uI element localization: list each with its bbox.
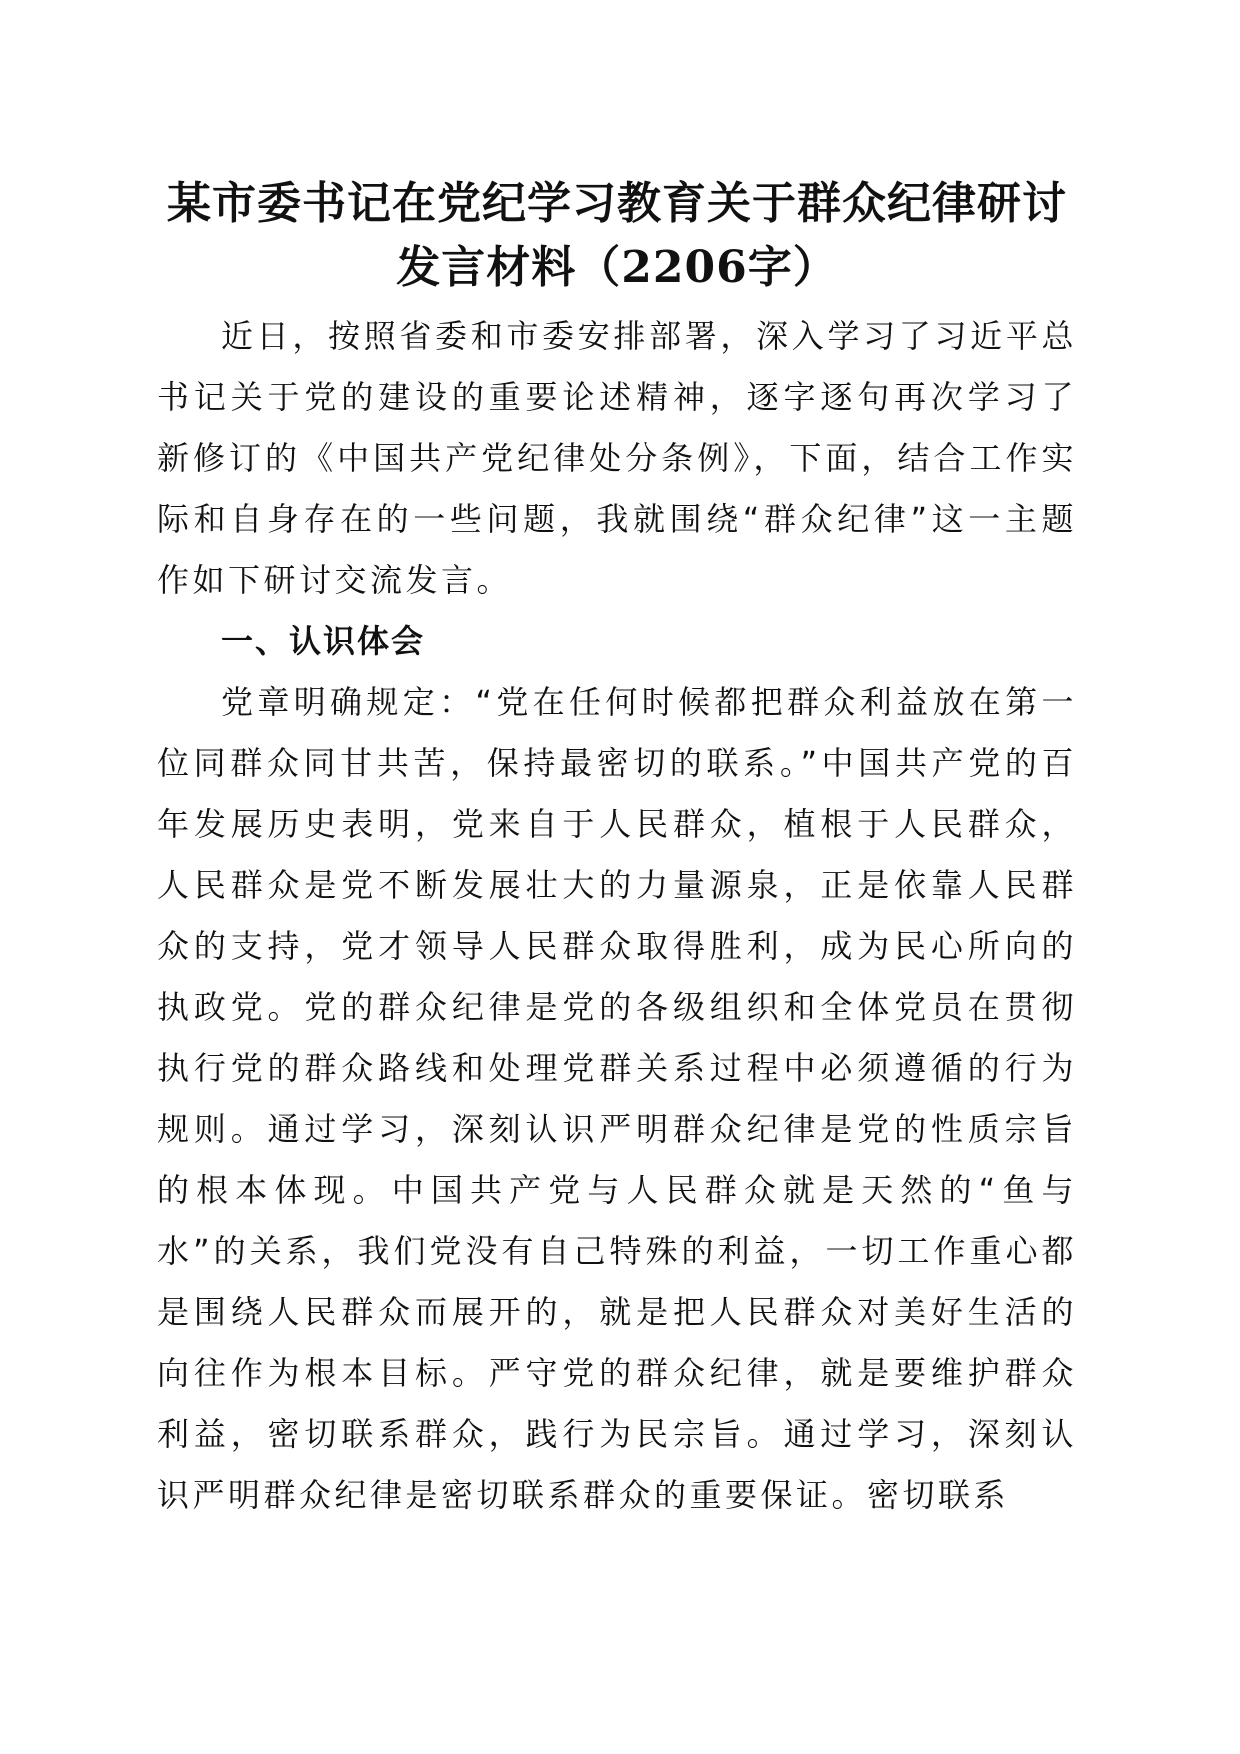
document-body <box>157 172 1077 1526</box>
section-heading: 一、认识体会 <box>221 622 426 660</box>
document-title <box>157 172 1077 300</box>
body-paragraph: 党章明确规定：“党在任何时候都把群众利益放在第一位同群众同甘共苦，保持最密切的联系。”中国共产党的百年发展历史表明，党来自于人民群众，植根于人民群众，人民群众是党不断发展壮大的力量源泉，正是依靠人民群众的支持，党才领导人民群众取得胜利，成为民心所向的执政党。党的群众纪律是党的各级组织和全体党员在贯彻执行党的群众路线和处理党群关系过程中必须遵循的行为规则。通过学习，深刻认识严明群众纪律是党的性质宗旨的根本体现。中国共产党与人民群众就是天然的“鱼与水”的关系，我们党没有自己特殊的利益，一切工作重心都是围绕人民群众而展开的，就是把人民群众对美好生活的向往作为根本目标。严守党的群众纪律，就是要维护群众利益，密切联系群众，践行为民宗旨。通过学习，深刻认识严明群众纪律是密切联系群众的重要保证。密切联系 <box>157 683 1077 1514</box>
title-line-2: 发言材料（2206字） <box>396 242 838 293</box>
intro-paragraph: 近日，按照省委和市委安排部署，深入学习了习近平总书记关于党的建设的重要论述精神，逐字逐句再次学习了新修订的《中国共产党纪律处分条例》，下面，结合工作实际和自身存在的一些问题，我就围绕“群众纪律”这一主题作如下研讨交流发言。 <box>157 317 1077 599</box>
title-line-1: 某市委书记在党纪学习教育关于群众纪律研讨 <box>167 178 1067 229</box>
